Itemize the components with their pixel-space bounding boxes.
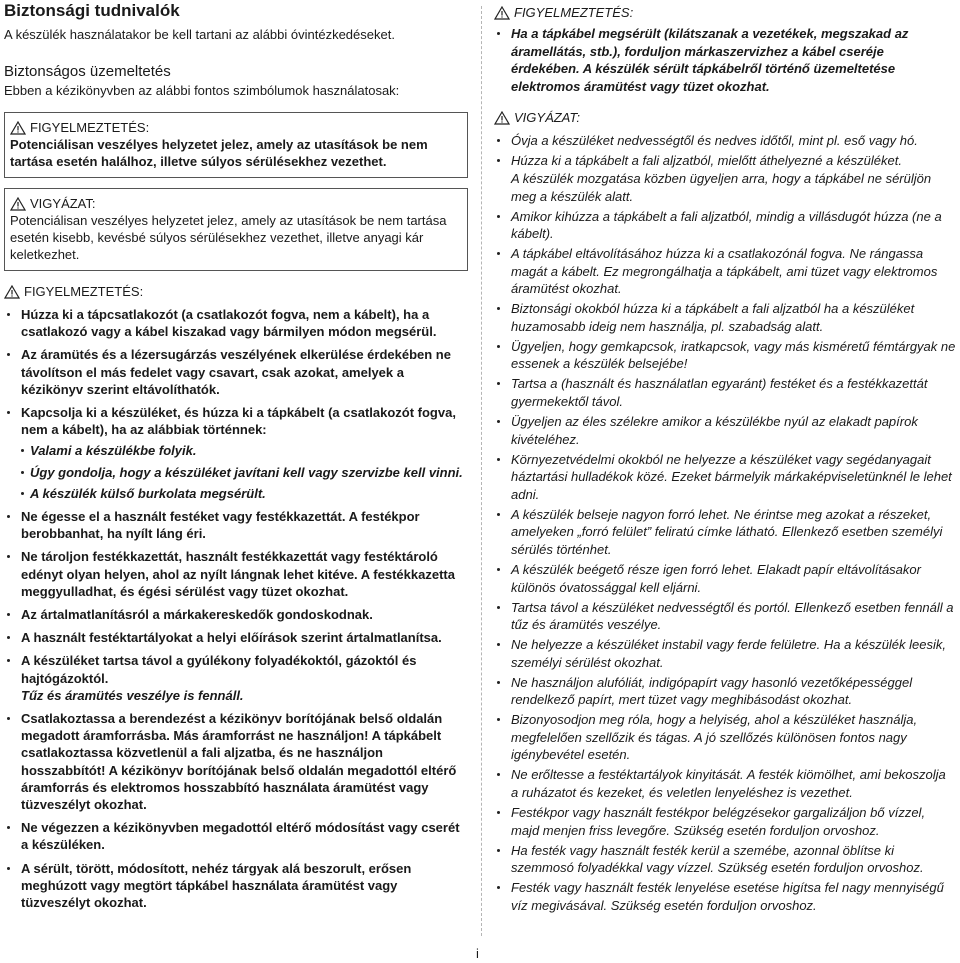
list-item (494, 413, 956, 448)
list-item-text: Ne erőltesse a festéktartályok kinyitását. A festék kiömölhet, ami bekoszolja a ruházatot és kezeket, és veletlen lenyeléshez is vezethet. (511, 767, 946, 801)
bullet-icon (7, 353, 10, 356)
bullet-icon (497, 513, 500, 516)
sub-list-item-text: Valami a készülékbe folyik. (30, 443, 197, 459)
list-item (494, 879, 956, 914)
list-item-text: A sérült, törött, módosított, nehéz tárgyak alá beszorult, erősen meghúzott vagy megtört tápkábel használata áramütést vagy tüzveszélyt okozhat. (21, 860, 412, 911)
left-column (4, 0, 468, 911)
bullet-icon (497, 345, 500, 348)
bullet-icon (7, 826, 10, 829)
bullet-icon (21, 471, 24, 474)
list-item (494, 804, 956, 839)
bullet-icon (7, 867, 10, 870)
bullet-icon (497, 382, 500, 385)
list-item-text: Csatlakoztassa a berendezést a kézikönyv borítójának belső oldalán megadott áramforrásba. Más áramforrást ne használjon! A tápkábelt csatlakoztassa közvetlenül a fali aljzatba, és ne használjon hosszabbítót! A kézikönyv borítójának belső oldalán megadottól eltérő áramforrás és elektromos hosszabbító használata áramütést vagy tüzveszélyt okozhat. (21, 711, 457, 813)
warning-list-header (494, 4, 956, 21)
sub-list-item (21, 442, 468, 459)
sub-list (21, 442, 468, 502)
bullet-icon (497, 215, 500, 218)
list-item (4, 629, 468, 646)
list-item-text: Ha a tápkábel megsérült (kilátszanak a vezetékek, megszakad az áramellátás, stb.), forduljon márkaszervizhez a kábel cseréje érdekében. A készülék sérült tápkábelről történő üzemeltetése elektromos áramütést vagy tüzet okozhat. (511, 26, 909, 94)
bullet-icon (497, 32, 500, 35)
bullet-icon (497, 159, 500, 162)
list-item-extra-text: A készülék mozgatása közben ügyeljen arra, hogy a tápkábel ne sérüljön meg a készülék alatt. (511, 170, 932, 204)
list-item (494, 561, 956, 596)
bullet-icon (7, 313, 10, 316)
caution-definition-text: Potenciálisan veszélyes helyzetet jelez, amely az utasítások be nem tartása esetén kisebb, kevésbé súlyos sérülésekhez vezethet, illetve anyagi kár keletkezhet. (10, 213, 447, 262)
list-item-text: Ügyeljen, hogy gemkapcsok, iratkapcsok, vagy más kisméretű fémtárgyak ne essenek a készülék belsejébe! (511, 338, 956, 372)
list-item (494, 132, 956, 150)
warning-triangle-icon (10, 121, 26, 135)
list-item (494, 599, 956, 634)
bullet-icon (7, 659, 10, 662)
list-item-text: Kapcsolja ki a készüléket, és húzza ki a tápkábelt (a csatlakozót fogva, nem a kábelt), ha az alábbiak történnek: (21, 405, 456, 438)
bullet-icon (497, 681, 500, 684)
caution-list-header (494, 109, 956, 126)
warning-triangle-icon (494, 111, 510, 125)
caution-list (494, 132, 956, 914)
warning-definition-text: Potenciálisan veszélyes helyzetet jelez, amely az utasítások be nem tartása esetén halálhoz, illetve súlyos sérülésekhez vezethet. (10, 137, 428, 169)
caution-definition-box (4, 188, 468, 271)
warning-definition-box (4, 112, 468, 178)
list-item (4, 548, 468, 600)
bullet-icon (497, 458, 500, 461)
warning-triangle-icon (494, 6, 510, 20)
bullet-icon (497, 811, 500, 814)
list-item (4, 652, 468, 704)
right-column (494, 0, 956, 914)
list-item-extra-text: Tűz és áramütés veszélye is fennáll. (21, 687, 244, 703)
list-item-text: A tápkábel eltávolításához húzza ki a csatlakozónál fogva. Ne rángassa magát a kábelt. Ez megrongálhatja a tápkábelt, ami tüzet vagy elektromos áramütést okozhat. (511, 246, 938, 297)
warning-list-heading: FIGYELMEZTETÉS: (24, 284, 144, 299)
list-item-text: Ha festék vagy használt festék kerül a szemébe, azonnal öblítse ki szemmosó folyadékkal vagy vízzel. Szükség esetén forduljon orvoshoz. (511, 842, 924, 876)
list-item-text: A készülék belseje nagyon forró lehet. Ne érintse meg azokat a részeket, amelyeken „forró felület” feliratú címke látható. Ellenkező esetben személyi sérülés történhet. (511, 506, 943, 557)
list-item-text: Környezetvédelmi okokból ne helyezze a készüléket vagy segédanyagait háztartási hulladékok közé. Ezeket bármelyik márkaképviseletünknél le lehet adni. (511, 451, 952, 502)
list-item (4, 306, 468, 340)
bullet-icon (497, 139, 500, 142)
list-item-text: Festék vagy használt festék lenyelése esetése higítsa fel nagy mennyiségű víz megivásával. Szükség esetén forduljon orvoshoz. (511, 880, 944, 913)
bullet-icon (7, 411, 10, 414)
sub-list-item-text: A készülék külső burkolata megsérült. (30, 485, 266, 501)
list-item (4, 346, 468, 398)
warning-definition-heading: FIGYELMEZTETÉS: (30, 120, 150, 135)
sub-list-item (21, 485, 468, 502)
list-item-text: Ne égesse el a használt festéket vagy festékkazettát. A festékpor berobbanhat, ha nyílt láng éri. (21, 509, 420, 542)
list-item (494, 245, 956, 298)
section-intro: A készülék használatakor be kell tartani az alábbi óvintézkedéseket. (4, 27, 395, 42)
list-item (4, 508, 468, 542)
column-divider (481, 6, 482, 936)
list-item (494, 375, 956, 410)
list-item-text: Ne használjon alufóliát, indigópapírt vagy hasonló vezetőképességgel rendelkező papírt, mert tüzet vagy meghibásodást okozhat. (511, 674, 913, 708)
bullet-icon (7, 717, 10, 720)
bullet-icon (7, 515, 10, 518)
bullet-icon (21, 449, 24, 452)
list-item (494, 766, 956, 801)
list-item (494, 25, 956, 95)
bullet-icon (497, 849, 500, 852)
list-item-text: Amikor kihúzza a tápkábelt a fali aljzatból, mindig a villásdugót húzza (ne a kábelt). (511, 208, 942, 242)
list-item-text: Az áramütés és a lézersugárzás veszélyének elkerülése érdekében ne távolítson el más fedelet vagy csavart, csak azokat, amelyek a kézikönyv szerint eltávolíthatók. (21, 347, 451, 397)
list-item-text: Húzza ki a tápcsatlakozót (a csatlakozót fogva, nem a kábelt), ha a csatlakozó vagy a kábel kiszakad vagy bármilyen módon megsérül. (21, 307, 437, 340)
list-item-text: A készüléket tartsa távol a gyúlékony folyadékoktól, gázoktól és hajtógázoktól. (21, 653, 417, 686)
caution-list-heading: VIGYÁZAT: (514, 110, 580, 126)
list-item (4, 404, 468, 502)
warning-triangle-icon (10, 197, 26, 211)
bullet-icon (497, 643, 500, 646)
list-item-text: Tartsa a (használt és használatlan egyaránt) festéket és a festékkazettát gyermekektől távol. (511, 376, 928, 410)
section-title: Biztonsági tudnivalók (4, 1, 180, 20)
list-item-text: Ne tároljon festékkazettát, használt festékkazettát vagy festéktároló edényt olyan helyen, ahol az nyílt lángnak lehet kitéve. A festékkazetta meggyulladhat, és égési sérülést vagy tüzet okozhat. (21, 549, 455, 599)
bullet-icon (497, 420, 500, 423)
list-item-text: Bizonyosodjon meg róla, hogy a helyiség, ahol a készüléket használja, megfelelően szellőzik és tágas. A jó szellőzés különösen fontos nagy igénybevétel esetén. (511, 712, 918, 763)
subsection-intro: Ebben a kézikönyvben az alábbi fontos szimbólumok használatosak: (4, 83, 400, 98)
bullet-icon (497, 252, 500, 255)
warning-list-header (4, 283, 468, 300)
list-item-text: Óvja a készüléket nedvességtől és nedves időtől, mint pl. eső vagy hó. (511, 133, 918, 149)
list-item-text: Ügyeljen az éles szélekre amikor a készülékbe nyúl az elakadt papírok kivételéhez. (511, 414, 918, 447)
bullet-icon (7, 555, 10, 558)
list-item-text: A használt festéktartályokat a helyi előírások szerint ártalmatlanítsa. (21, 630, 442, 646)
warning-triangle-icon (4, 285, 20, 299)
caution-definition-heading: VIGYÁZAT: (30, 196, 96, 211)
list-item (4, 860, 468, 912)
bullet-icon (497, 886, 500, 889)
list-item (4, 819, 468, 853)
list-item-text: Ne helyezze a készüléket instabil vagy ferde felületre. Ha a készülék leesik, személyi sérülést okozhat. (511, 637, 946, 670)
list-item-text: A készülék beégető része igen forró lehet. Elakadt papír eltávolításakor különös óvatossággal kell eljárni. (511, 561, 921, 595)
list-item (494, 842, 956, 877)
list-item-text: Ne végezzen a kézikönyvben megadottól eltérő módosítást vagy cserét a készüléken. (21, 820, 460, 853)
list-item (494, 208, 956, 243)
list-item (494, 711, 956, 764)
list-item (494, 674, 956, 709)
bullet-icon (7, 613, 10, 616)
list-item-text: Az ártalmatlanításról a márkakereskedők gondoskodnak. (21, 607, 373, 623)
list-item-text: Tartsa távol a készüléket nedvességtől és portól. Ellenkező esetben fennáll a tűz és áramütés veszélye. (511, 599, 954, 633)
bullet-icon (7, 636, 10, 639)
warning-list-heading: FIGYELMEZTETÉS: (514, 5, 634, 20)
list-item (4, 710, 468, 813)
list-item (494, 451, 956, 504)
list-item (494, 338, 956, 373)
list-item (494, 506, 956, 559)
list-item (4, 606, 468, 623)
list-item (494, 152, 956, 205)
list-item-text: Festékpor vagy használt festékpor belégzésekor gargalizáljon bő vízzel, majd menjen friss levegőre. Szükség esetén forduljon orvoshoz. (511, 805, 926, 838)
sub-list-item (21, 464, 468, 481)
list-item-text: Húzza ki a tápkábelt a fali aljzatból, mielőtt áthelyezné a készüléket. (511, 153, 902, 169)
bullet-icon (21, 492, 24, 495)
warning-list (4, 306, 468, 911)
bullet-icon (497, 568, 500, 571)
caution-definition-header (10, 195, 461, 212)
sub-list-item-text: Úgy gondolja, hogy a készüléket javítani kell vagy szervizbe kell vinni. (30, 464, 463, 480)
bullet-icon (497, 606, 500, 609)
page-number: i (476, 946, 479, 961)
list-item-text: Biztonsági okokból húzza ki a tápkábelt a fali aljzatból ha a készüléket huzamosabb ideig nem használja, pl. szabadság alatt. (511, 301, 915, 334)
list-item (494, 300, 956, 335)
warning-definition-header (10, 119, 461, 136)
list-item (494, 636, 956, 671)
subsection-title: Biztonságos üzemeltetés (4, 63, 171, 80)
bullet-icon (497, 773, 500, 776)
bullet-icon (497, 718, 500, 721)
bullet-icon (497, 307, 500, 310)
warning-list (494, 25, 956, 95)
